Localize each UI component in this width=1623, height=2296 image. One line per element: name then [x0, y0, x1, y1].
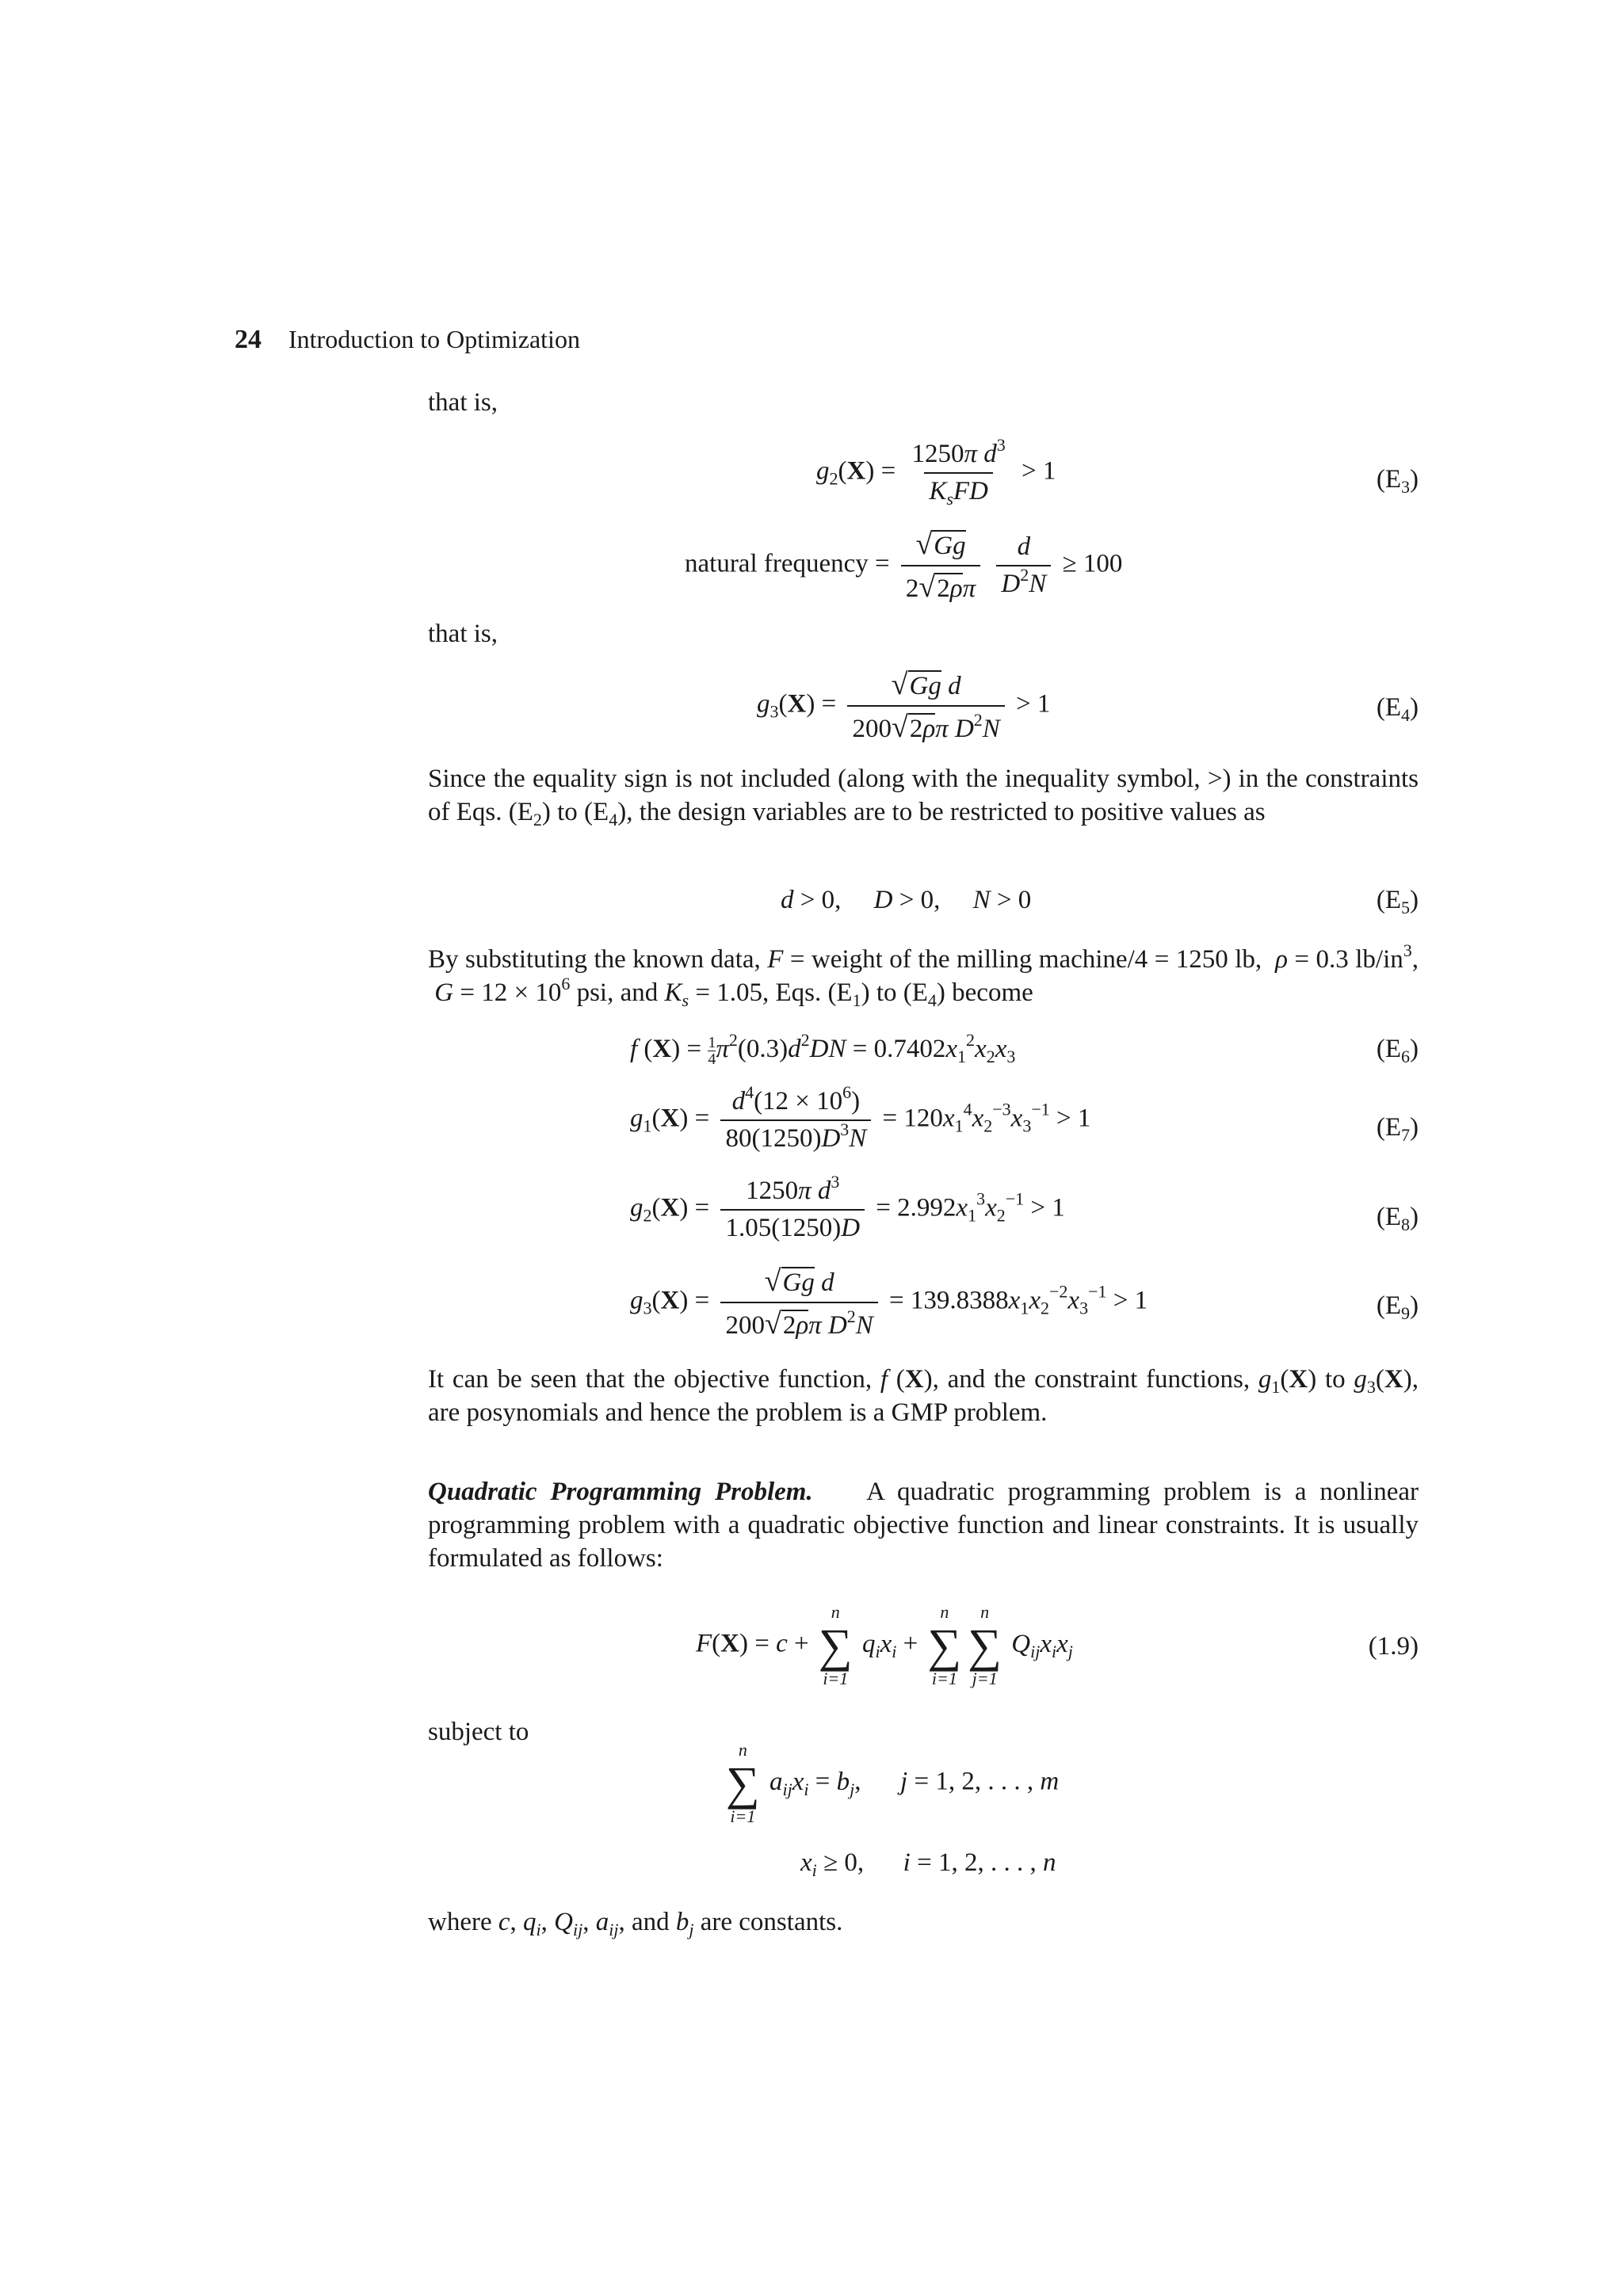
paragraph-posynomials: It can be seen that the objective function, f (X), and the constraint functions, $g_1(X)$ to $g_3(X)$, are posynomials and hence the problem is a GMP problem.: [428, 1365, 1419, 1427]
text-subject-to: subject to: [428, 1718, 529, 1746]
equation-number-e3: $(E_3)$: [1376, 465, 1419, 497]
running-title: Introduction to Optimization: [288, 325, 580, 353]
equation-number-e5: $(E_5)$: [1376, 886, 1419, 917]
equation-e8: $g_2(X)$ = $\frac{1250\pi d^3}{1.05(1250)D}$ = $2.992x_1^3x_2^{-1} > 1$: [630, 1172, 1065, 1242]
text-that-is-1: that is,: [428, 388, 498, 417]
equation-number-e4: $(E_4)$: [1376, 693, 1419, 725]
paragraph-quadratic-programming: [428, 1475, 1419, 1575]
equation-linear-constraint: n ∑ i=1 $a_{ij}x_i = b_j$, j = 1, 2, . . . , m: [726, 1740, 1060, 1826]
equation-number-e6: $(E_6)$: [1376, 1035, 1419, 1066]
equation-number-e7: $(E_7)$: [1376, 1113, 1419, 1145]
equation-e9: $g_3(X)$ = $\frac{\text{√Gg d}}{200√2\rho\pi D^2N}$ = $139.8388x_1x_2^{-2}x_3^{-1} > 1$: [630, 1264, 1148, 1341]
equation-e5: d > 0, D > 0, N > 0: [781, 886, 1032, 914]
equation-natural-frequency: natural frequency = $\frac{√Gg}{2√2\rho\pi}$ $\frac{d}{D^2N}$ ≥ 100: [685, 528, 1123, 604]
page-number: 24: [235, 325, 262, 354]
equation-e6: f (X) = $\frac{1}{4}$ $\pi^2(0.3)d^2DN = 0.7402x_1^2x_2x_3$: [630, 1030, 1016, 1068]
qp-text: A quadratic programming problem is a nonlinear programming problem with a quadratic objective function and linear constraints. It is usually formulated as follows:: [428, 1478, 1419, 1573]
equation-e3: $g_2(X)$ = $\frac{1250\pi d^3}{K_sFD}$ > 1: [816, 435, 1056, 509]
equation-nonnegativity: $x_i \ge 0$, i = 1, 2, . . . , n: [800, 1848, 1056, 1880]
equation-number-1-9: (1.9): [1368, 1632, 1419, 1661]
equation-e7: $g_1(X)$ = $\frac{d^4(12 \times 10^6)}{80(1250)D^3N}$ = $120x_1^4x_2^{-3}x_3^{-1} > 1$: [630, 1082, 1091, 1153]
equation-1-9: F(X) = c + n ∑ i=1 $q_ix_i$ + n ∑ i=1 n ∑ j=1 $Q_{ij}x_ix_j$: [696, 1602, 1073, 1688]
natural-frequency-label: natural frequency: [685, 549, 869, 578]
equation-number-e8: $(E_8)$: [1376, 1203, 1419, 1234]
text-that-is-2: that is,: [428, 620, 498, 648]
qp-heading: Quadratic Programming Problem.: [428, 1478, 813, 1506]
paragraph-substituting: By substituting the known data, F = weight of the milling machine/4 = 1250 lb, ρ = 0.3 $lb/in^3$, $G = 12 \times 10^6$ psi, and $K_s = 1.05$, Eqs. $(E_1)$ to $(E_4)$ become: [428, 940, 1419, 1010]
text-where-constants: where c, $q_i$, $Q_{ij}$, $a_{ij}$, and $b_j$ are constants.: [428, 1908, 843, 1939]
running-header: [235, 325, 580, 355]
equation-number-e9: $(E_9)$: [1376, 1291, 1419, 1323]
paragraph-equality-sign: Since the equality sign is not included (along with the inequality symbol, >) in the constraints of Eqs. $(E_2)$ to $(E_4)$, the design variables are to be restricted to positive values as: [428, 765, 1419, 830]
equation-e4: $g_3(X)$ = $\frac{\text{√Gg d}}{200√2\rho\pi D^2N}$ > 1: [757, 668, 1051, 744]
